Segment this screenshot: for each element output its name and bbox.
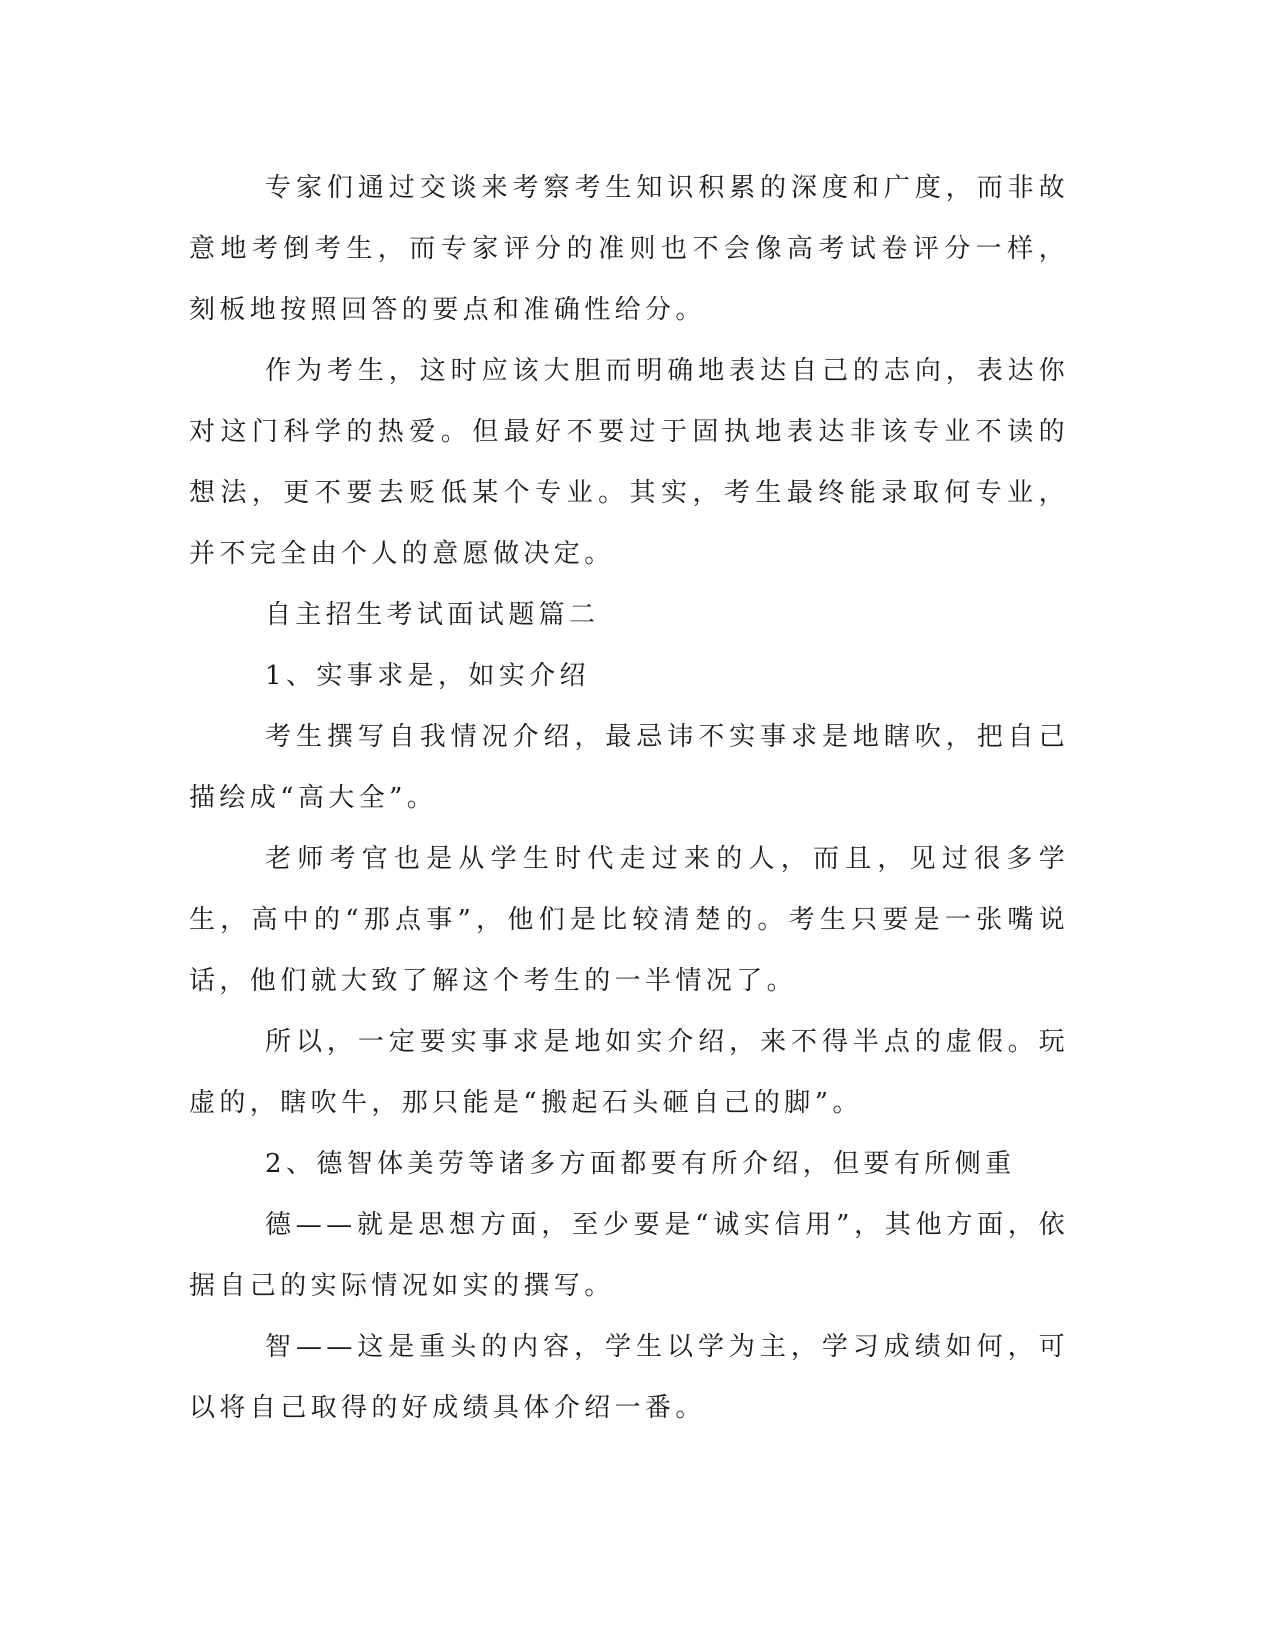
document-body — [189, 158, 1069, 1439]
paragraph: 考生撰写自我情况介绍，最忌讳不实事求是地瞎吹，把自己描绘成“高大全”。 — [189, 722, 1069, 813]
paragraph: 所以，一定要实事求是地如实介绍，来不得半点的虚假。玩虚的，瞎吹牛，那只能是“搬起石头砸自己的脚”。 — [189, 1027, 1069, 1118]
paragraph: 专家们通过交谈来考察考生知识积累的深度和广度，而非故意地考倒考生，而专家评分的准则也不会像高考试卷评分一样，刻板地按照回答的要点和准确性给分。 — [189, 173, 1069, 325]
numbered-heading: 2、德智体美劳等诸多方面都要有所介绍，但要有所侧重 — [265, 1149, 1016, 1179]
section-heading: 自主招生考试面试题篇二 — [265, 600, 600, 630]
numbered-heading: 1、实事求是，如实介绍 — [265, 661, 590, 691]
paragraph: 德——就是思想方面，至少要是“诚实信用”，其他方面，依据自己的实际情况如实的撰写。 — [189, 1210, 1069, 1301]
paragraph: 老师考官也是从学生时代走过来的人，而且，见过很多学生，高中的“那点事”，他们是比较清楚的。考生只要是一张嘴说话，他们就大致了解这个考生的一半情况了。 — [189, 844, 1069, 996]
paragraph: 智——这是重头的内容，学生以学为主，学习成绩如何，可以将自己取得的好成绩具体介绍一番。 — [189, 1332, 1069, 1423]
paragraph: 作为考生，这时应该大胆而明确地表达自己的志向，表达你对这门科学的热爱。但最好不要过于固执地表达非该专业不读的想法，更不要去贬低某个专业。其实，考生最终能录取何专业，并不完全由个人的意愿做决定。 — [189, 356, 1069, 569]
